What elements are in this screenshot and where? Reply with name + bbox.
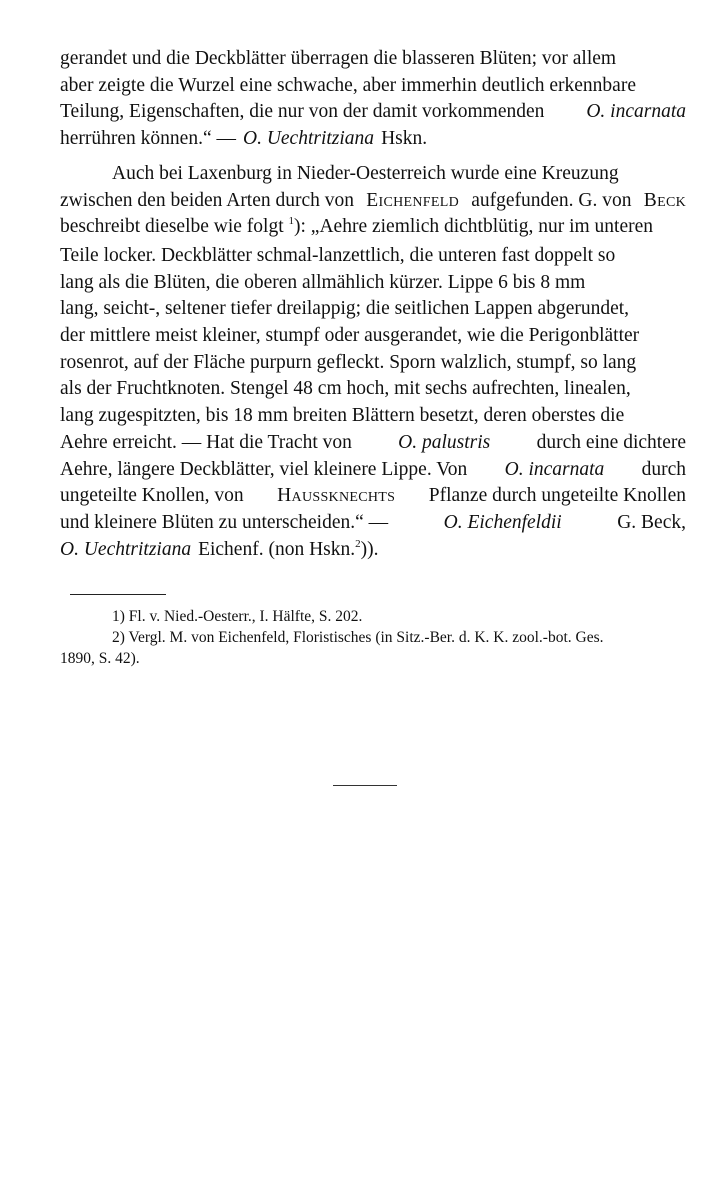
text-line bbox=[60, 376, 686, 403]
text-segment: lang zugespitzten, bis 18 mm breiten Blättern besetzt, deren oberstes die bbox=[60, 405, 625, 427]
text-segment: Aehre erreicht. — Hat die Tracht von bbox=[60, 431, 352, 453]
text-segment bbox=[60, 214, 653, 243]
text-line bbox=[60, 188, 686, 215]
text-line bbox=[60, 214, 686, 243]
body-text bbox=[60, 46, 686, 565]
text-line bbox=[60, 270, 686, 297]
species-name: O. palustris bbox=[398, 431, 491, 453]
text-segment: lang als die Blüten, die oberen allmählich kürzer. Lippe 6 bis 8 mm bbox=[60, 271, 586, 293]
author-name: Eichenfeld bbox=[366, 189, 459, 211]
text-line bbox=[60, 126, 686, 153]
species-name: O. incarnata bbox=[586, 101, 686, 123]
text-line bbox=[60, 350, 686, 377]
text-segment: zwischen den beiden Arten durch von bbox=[60, 189, 355, 211]
text-segment: durch eine dichtere bbox=[536, 431, 686, 453]
text-line bbox=[60, 430, 686, 457]
text-line bbox=[60, 99, 686, 126]
footnote-marker: 1 bbox=[288, 215, 295, 228]
text-segment: durch bbox=[641, 458, 686, 480]
text-segment: Hskn. bbox=[381, 128, 428, 150]
text-line bbox=[60, 537, 686, 566]
text-segment: herrühren können.“ — bbox=[60, 128, 236, 150]
footnote-text: 2) Vergl. M. von Eichenfeld, Floristisches (in Sitz.-Ber. d. K. K. zool.-bot. Ges. bbox=[112, 629, 604, 646]
author-name: Beck bbox=[643, 189, 686, 211]
text-segment: aufgefunden. G. von bbox=[471, 189, 632, 211]
text-segment: Teile locker. Deckblätter schmal-lanzettlich, die unteren fast doppelt so bbox=[60, 244, 616, 266]
footnote-marker: 2 bbox=[355, 537, 361, 550]
text-line bbox=[60, 161, 686, 188]
footnote-separator bbox=[70, 594, 166, 595]
species-name: O. Eichenfeldii bbox=[443, 511, 562, 533]
text-segment: )). bbox=[360, 538, 379, 560]
footnote: 1) Fl. v. Nied.-Oesterr., I. Hälfte, S. 202. bbox=[112, 608, 363, 625]
text-segment: als der Fruchtknoten. Stengel 48 cm hoch, mit sechs aufrechten, linealen, bbox=[60, 378, 631, 400]
footnotes bbox=[60, 606, 686, 669]
text-segment: aber zeigte die Wurzel eine schwache, aber immerhin deutlich erkennbare bbox=[60, 74, 636, 96]
species-name: O. Uechtritziana bbox=[60, 538, 192, 560]
text-line bbox=[60, 296, 686, 323]
text-line bbox=[60, 483, 686, 510]
text-line bbox=[60, 510, 686, 537]
text-segment: Teilung, Eigenschaften, die nur von der damit vorkommenden bbox=[60, 101, 545, 123]
text-segment: G. Beck, bbox=[617, 511, 686, 533]
species-name: O. incarnata bbox=[504, 458, 605, 480]
text-segment: und kleinere Blüten zu unterscheiden.“ — bbox=[60, 511, 389, 533]
text-segment: beschreibt dieselbe wie folgt bbox=[60, 216, 284, 238]
text-segment: lang, seicht-, seltener tiefer dreilappig; die seitlichen Lappen abgerundet, bbox=[60, 298, 630, 320]
text-line bbox=[60, 73, 686, 100]
footnote bbox=[60, 627, 686, 648]
text-line bbox=[60, 403, 686, 430]
footnote: 1890, S. 42). bbox=[60, 650, 140, 667]
text-segment: Aehre, längere Deckblätter, viel kleinere Lippe. Von bbox=[60, 458, 468, 480]
text-line bbox=[60, 46, 686, 73]
text-line bbox=[60, 243, 686, 270]
text-segment bbox=[198, 537, 378, 566]
text-segment: Pflanze durch ungeteilte Knollen bbox=[428, 485, 686, 507]
text-segment: ): „Aehre ziemlich dichtblütig, nur im unteren bbox=[294, 216, 654, 238]
text-segment: gerandet und die Deckblätter überragen die blasseren Blüten; vor allem bbox=[60, 48, 617, 69]
text-segment: rosenrot, auf der Fläche purpurn gefleckt. Sporn walzlich, stumpf, so lang bbox=[60, 351, 637, 373]
species-name: O. Uechtritziana bbox=[242, 128, 375, 150]
text-segment: der mittlere meist kleiner, stumpf oder ausgerandet, wie die Perigonblätter bbox=[60, 325, 640, 347]
text-segment: ungeteilte Knollen, von bbox=[60, 485, 244, 507]
author-name: Haussknechts bbox=[277, 485, 396, 507]
text-segment: Eichenf. (non Hskn. bbox=[198, 538, 356, 560]
text-line bbox=[60, 323, 686, 350]
text-segment: Auch bei Laxenburg in Nieder-Oesterreich wurde eine Kreuzung bbox=[112, 162, 619, 184]
section-end-rule bbox=[333, 785, 397, 786]
text-line bbox=[60, 457, 686, 484]
